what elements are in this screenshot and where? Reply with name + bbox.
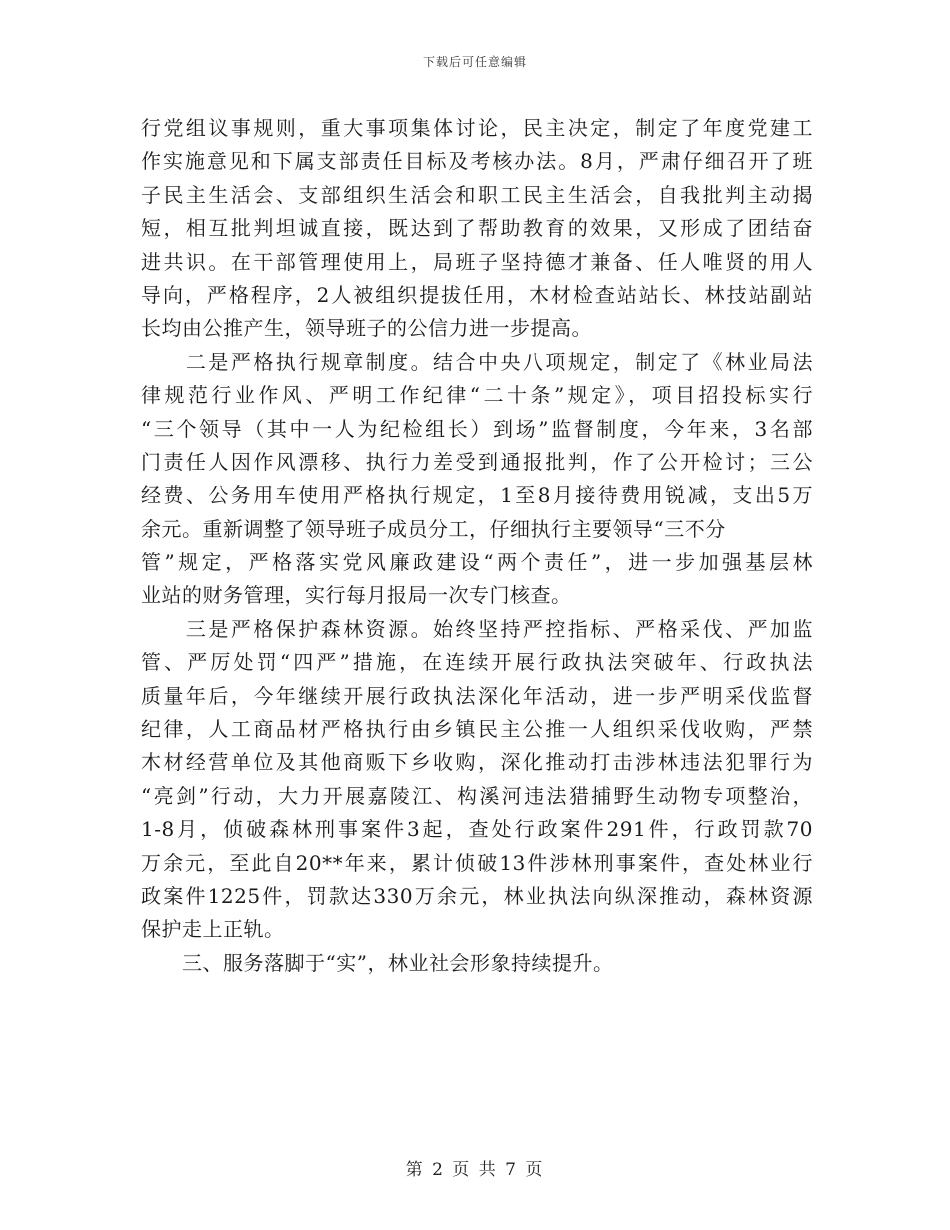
text-line: 短，相互批判坦诚直接，既达到了帮助教育的效果，又形成了团结奋 [141, 216, 813, 241]
body-text [141, 112, 813, 980]
text-line: 长均由公推产生，领导班子的公信力进一步提高。 [141, 316, 592, 341]
text-line: 作实施意见和下属支部责任目标及考核办法。8月，严肃仔细召开了班 [141, 149, 813, 174]
text-line: 进共识。在干部管理使用上，局班子坚持德才兼备、任人唯贤的用人 [141, 249, 813, 274]
text-line: 管”规定，严格落实党风廉政建设“两个责任”，进一步加强基层林 [141, 550, 813, 575]
text-line: 余元。重新调整了领导班子成员分工，仔细执行主要领导“三不分 [141, 516, 726, 541]
text-line: 管、严厉处罚“四严”措施，在连续开展行政执法突破年、行政执法 [141, 650, 813, 675]
text-line: 律规范行业作风、严明工作纪律“二十条”规定》，项目招投标实行 [141, 383, 813, 408]
page-header-note: 下载后可任意编辑 [422, 55, 527, 69]
text-line: 三、服务落脚于“实”，林业社会形象持续提升。 [141, 950, 614, 975]
text-line: 业站的财务管理，实行每月报局一次专门核查。 [141, 583, 572, 608]
text-line: 1-8月，侦破森林刑事案件3起，查处行政案件291件，行政罚款70 [141, 817, 813, 842]
text-line: 政案件1225件，罚款达330万余元，林业执法向纵深推动，森林资源 [141, 883, 813, 908]
text-line: 门责任人因作风漂移、执行力差受到通报批判，作了公开检讨；三公 [141, 449, 813, 474]
text-line: 三是严格保护森林资源。始终坚持严控指标、严格采伐、严加监 [141, 616, 813, 641]
text-line: “亮剑”行动，大力开展嘉陵江、构溪河违法猎捕野生动物专项整治， [141, 783, 813, 808]
text-line: “三个领导（其中一人为纪检组长）到场”监督制度，今年来，3名部 [141, 416, 813, 441]
text-line: 质量年后，今年继续开展行政执法深化年活动，进一步严明采伐监督 [141, 683, 813, 708]
text-line: 木材经营单位及其他商贩下乡收购，深化推动打击涉林违法犯罪行为 [141, 750, 813, 775]
text-line: 行党组议事规则，重大事项集体讨论，民主决定，制定了年度党建工 [141, 116, 813, 140]
text-line: 二是严格执行规章制度。结合中央八项规定，制定了《林业局法 [141, 349, 813, 374]
text-line: 纪律，人工商品材严格执行由乡镇民主公推一人组织采伐收购，严禁 [141, 717, 813, 742]
text-line: 子民主生活会、支部组织生活会和职工民主生活会，自我批判主动揭 [141, 182, 813, 207]
text-line: 导向，严格程序，2人被组织提拔任用，木材检查站站长、林技站副站 [141, 282, 813, 307]
page-footer-number: 第 2 页 共 7 页 [405, 1160, 545, 1180]
text-line: 万余元，至此自20**年来，累计侦破13件涉林刑事案件，查处林业行 [141, 850, 813, 875]
text-line: 保护走上正轨。 [141, 917, 285, 942]
text-line: 经费、公务用车使用严格执行规定，1至8月接待费用锐减，支出5万 [141, 483, 813, 508]
